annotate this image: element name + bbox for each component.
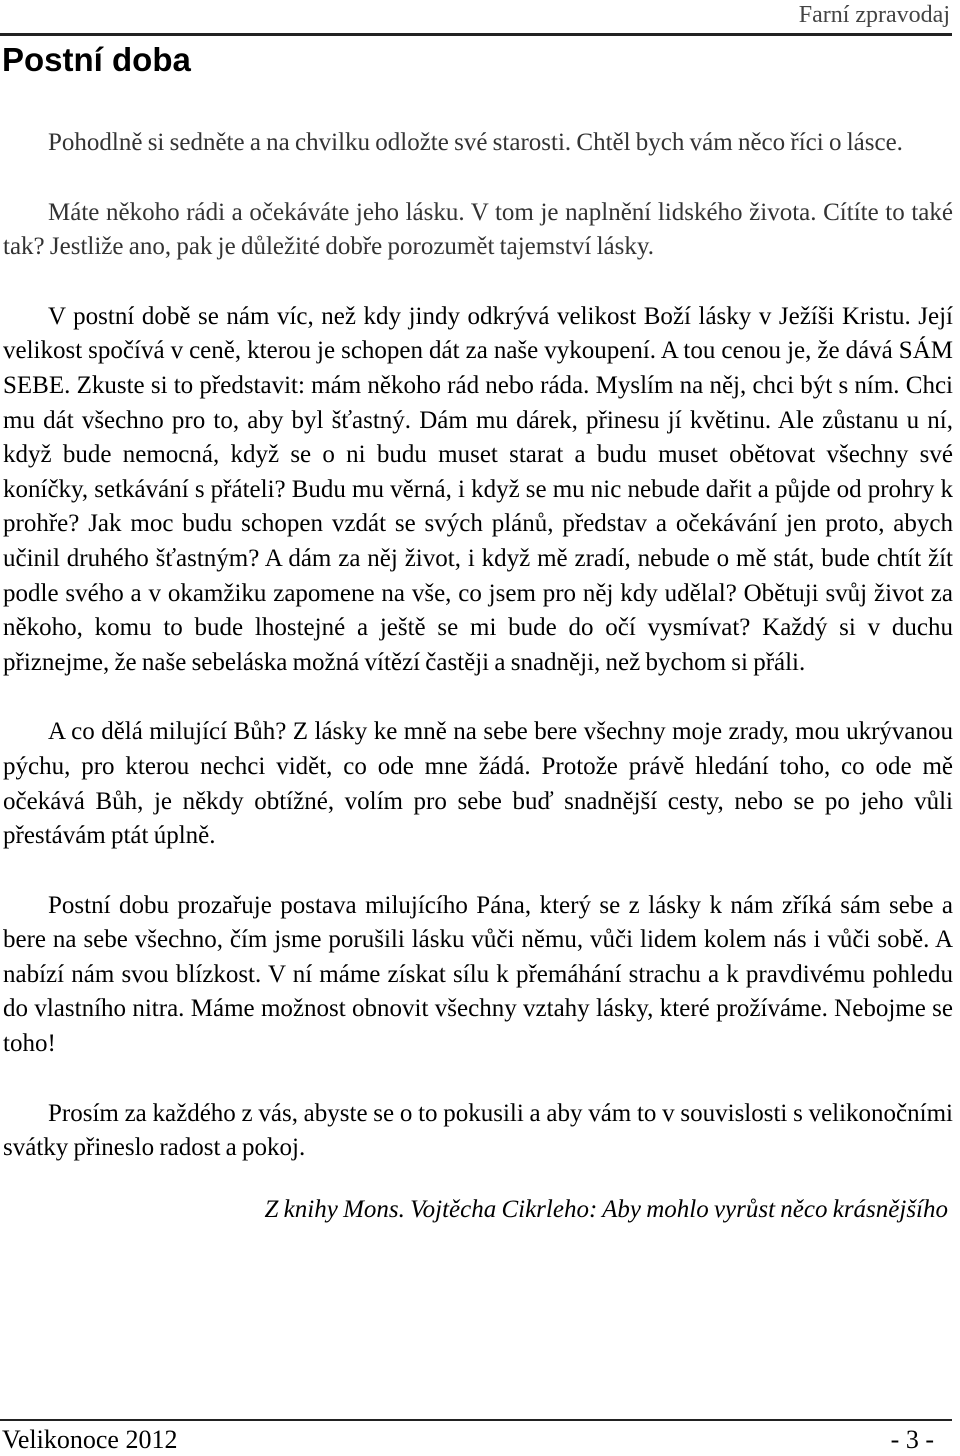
- paragraph-lent: V postní době se nám víc, než kdy jindy odkrývá velikost Boží lásky v Ježíši Kristu. Její velikost spočívá v ceně, kterou je schopen dát za naše vykoupení. A tou cenou je, že dává SÁM SEBE. Zkuste si to představit: mám někoho rád nebo ráda. Myslím na něj, chci být s ním. Chci mu dát všechno pro to, aby byl šťastný. Dám mu dárek, přinesu jí květinu. Ale zůstanu u ní, když bude nemocná, když se o ni budu muset starat a budu muset obětovat všechny své koníčky, setkávání s přáteli? Budu mu věrná, i když se mu nic nebude dařit a půjde od prohry k prohře? Jak moc budu schopen vzdát se svých plánů, představ a očekávání jen proto, abych učinil druhého šťastným? A dám za něj život, i když mě zradí, nebude o mě stát, bude chtít žít podle svého a v okamžiku zapomene na vše, co jsem pro něj kdy udělal? Obětuji svůj život za někoho, komu to bude lhostejné a ještě se mi bude do očí vysmívat? Každý si v duchu přiznejme, že naše sebeláska možná vítězí častěji a snadněji, než bychom si přáli.: [3, 302, 953, 676]
- paragraph-request: Prosím za každého z vás, abyste se o to pokusili a aby vám to v souvislosti s velikonočními svátky přineslo radost a pokoj.: [3, 1099, 953, 1162]
- paragraph-love: Máte někoho rádi a očekáváte jeho lásku. V tom je naplnění lidského života. Cítíte to také tak? Jestliže ano, pak je důležité dobře porozumět tajemství lásky.: [3, 198, 953, 261]
- publication-name: Farní zpravodaj: [798, 2, 950, 28]
- article-source: Z knihy Mons. Vojtěcha Cikrleho: Aby mohlo vyrůst něco krásnějšího: [264, 1195, 948, 1223]
- article-title: Postní doba: [2, 41, 191, 78]
- paragraph-intro: Pohodlně si sedněte a na chvilku odložte své starosti. Chtěl bych vám něco říci o lásce.: [48, 129, 903, 156]
- page-number: - 3 -: [890, 1425, 934, 1454]
- footer-divider: [0, 1419, 952, 1421]
- header-divider: [0, 33, 952, 36]
- footer-issue: Velikonoce 2012: [2, 1425, 178, 1454]
- article-body: [3, 126, 953, 1262]
- paragraph-lord: Postní dobu prozařuje postava milujícího Pána, který se z lásky k nám zříká sám sebe a bere na sebe všechno, čím jsme porušili lásku vůči němu, vůči lidem kolem nás i vůči sobě. A nabízí nám svou blízkost. V ní máme získat sílu k přemáhání strachu a k pravdivému pohledu do vlastního nitra. Máme možnost obnovit všechny vztahy lásky, které prožíváme. Nebojme se toho!: [3, 891, 953, 1058]
- paragraph-god: A co dělá milující Bůh? Z lásky ke mně na sebe bere všechny moje zrady, mou ukrývanou pýchu, pro kterou nechci vidět, co ode mne žádá. Protože právě hledání toho, co ode mě očekává Bůh, je někdy obtížné, volím pro sebe buď snadnější cesty, nebo se po jeho vůli přestávám ptát úplně.: [3, 718, 953, 850]
